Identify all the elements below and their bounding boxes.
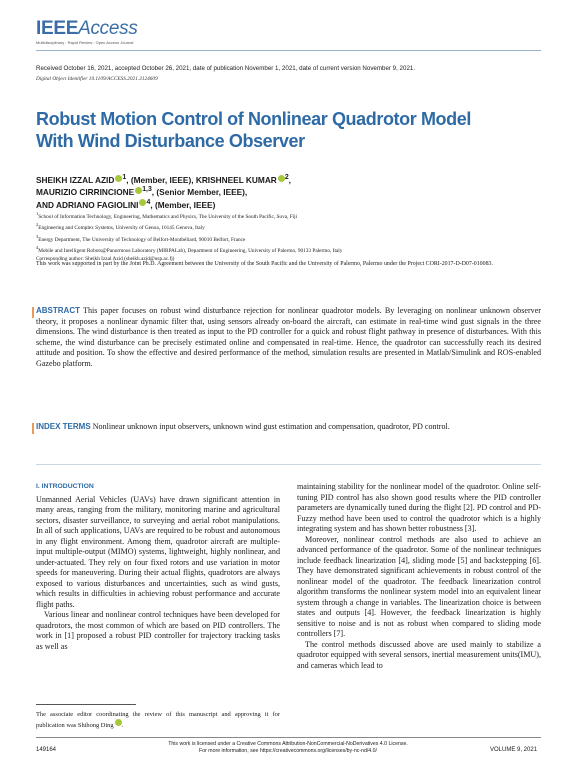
logo-ieee-text: IEEE — [36, 18, 79, 39]
author-membership: , (Member, IEEE) — [150, 199, 216, 210]
author-name: MAURIZIO CIRRINCIONE — [36, 187, 135, 198]
received-dates: Received October 16, 2021, accepted October 26, 2021, date of publication November 1, 2021, date of current version November 9, 2021. — [36, 65, 416, 72]
orcid-icon[interactable] — [115, 719, 122, 726]
author-membership: , (Senior Member, IEEE), — [151, 187, 248, 198]
footer-rule — [36, 737, 541, 738]
index-terms-text: Nonlinear unknown input observers, unknown wind gust estimation and compensation, quadrotor, PD control. — [92, 422, 450, 431]
paragraph: Unmanned Aerial Vehicles (UAVs) have drawn significant attention in many areas, ranging from the military, monitoring marine and agricultural sectors, disaster surveillance, to surveying and aerial robot manipulations. In all of such applications, UAVs are required to be robust and autonomous in any flight environment. Among them, quadrotor aircraft are multiple-input multiple-output (MIMO) systems, lightweight, highly nonlinear, and under-actuated. They rely on four fixed rotors and use variation in motor speeds for maneuvering. During their actual flights, quadrotors are always exposed to various disturbances and uncertainties, such as wind gusts, which results in difficulties in achieving robust performance and accurate flight paths. — [36, 494, 280, 609]
author-name: AND ADRIANO FAGIOLINI — [36, 199, 139, 210]
volume-label: VOLUME 9, 2021 — [490, 747, 538, 753]
header-rule — [36, 50, 541, 51]
ieee-access-logo — [36, 18, 138, 40]
footnote-text: The associate editor coordinating the review of this manuscript and approving it for publication was Shihong Ding — [36, 711, 280, 730]
abstract-marker — [32, 307, 36, 318]
journal-tagline: Multidisciplinary : Rapid Review : Open Access Journal — [36, 40, 134, 45]
author-separator: , — [288, 174, 291, 185]
affiliation-item: $^4$Mobile and Intelligent Robots@Panormous Laboratory (MIRPALab), Department of Engineering, University of Palermo, 90133 Palermo, Italy — [36, 245, 343, 254]
license-line[interactable]: This work is licensed under a Creative Commons Attribution-NonCommercial-NoDerivatives 4.0 License. — [168, 741, 408, 747]
paragraph: The control methods discussed above are used mainly to stabilize a quadrotor equipped with several sensors, inertial measurement units(IMU), and cameras which lead to — [297, 639, 541, 670]
index-terms — [36, 422, 541, 433]
paragraph: Moreover, nonlinear control methods are also used to achieve an advanced performance of the quadrotor. Some of the nonlinear techniques include feedback linearization [4], sliding mode [5] and backstepping [6]. They have demonstrated significant achievements in robust control of the nonlinear model of the quadrotor. The feedback linearization control algorithm transforms the nonlinear system model into an equivalent linear system through a change in variables. The linearization choice is between states and outputs [4]. However, the feedback linearization is highly sensitive to noise and is not as robust when compared to sliding mode controllers [7]. — [297, 534, 541, 638]
footnote-rule — [36, 704, 136, 705]
paragraph: maintaining stability for the nonlinear model of the quadrotor. Online self-tuning PID control has also shown good results where the PID controller parameters are dynamically tuned during the flight [2]. PD control and PD-Fuzzy method have been used to control the quadrotor which is a highly integrating system and has shown better robustness [3]. — [297, 482, 541, 533]
affiliation-item: $^3$Energy Department, The University of Technology of Belfort-Montbéliard, 90010 Belfort, France — [36, 233, 246, 243]
abstract-label: ABSTRACT — [36, 306, 80, 315]
logo-access-text: Access — [78, 18, 138, 39]
author-sup: 2 — [284, 174, 289, 181]
author-sup: 1 — [122, 174, 127, 181]
funding-note: This work was supported in part by the Joint Ph.D. Agreement between the University of the South Pacific and the University of Palermo, Palermo under the Project CORI-2017-D-D07-010083. — [36, 261, 493, 267]
abstract — [36, 306, 541, 370]
author-list — [36, 173, 536, 210]
license-notice — [100, 741, 476, 755]
section-heading: I. INTRODUCTION — [36, 483, 94, 490]
section-rule — [36, 464, 541, 465]
index-terms-label: INDEX TERMS — [36, 422, 91, 431]
orcid-icon[interactable] — [278, 175, 285, 182]
author-name: , (Member, IEEE), KRISHNEEL KUMAR — [126, 174, 277, 185]
right-column — [297, 482, 541, 671]
page-number: 149164 — [36, 747, 57, 753]
author-sup: 1,3 — [142, 186, 152, 194]
paper-title: Robust Motion Control of Nonlinear Quadrotor Model With Wind Disturbance Observer — [36, 109, 471, 151]
index-terms-marker — [32, 423, 36, 434]
affiliations — [36, 210, 546, 264]
author-name: SHEIKH IZZAL AZID — [36, 174, 115, 185]
affiliation-item: $^2$Engineering and Complex Systems, University of Genoa, 16145 Genova, Italy — [36, 222, 205, 232]
affiliation-item: $^1$School of Information Technology, Engineering, Mathematics and Physics, The University of the South Pacific, Suva, Fiji — [36, 211, 298, 220]
author-sup: 4 — [146, 198, 151, 206]
abstract-text: This paper focuses on robust wind disturbance rejection for nonlinear quadrotor models. By leveraging on nonlinear unknown observer theory, it proposes a nonlinear dynamic filter that, using sensors already on-board the aircraft, can estimate in real-time wind gust signals in the three dimensions. The wind disturbance is then treated as input to the PD controller for a quick and robust flight pathway in presence of disturbances. With this scheme, the wind disturbance can be precisely estimated online and compensated in real-time. Hence, the quadrotor can successfully reach its desired attitude and position. To show the effective and desired performance of the method, simulation results are presented in Matlab/Simulink and ROS-enabled Gazebo platform. — [36, 306, 541, 368]
left-column — [36, 482, 280, 652]
editor-footnote: The associate editor coordinating the review of this manuscript and approving it for publication was Shihong Ding . — [36, 711, 280, 730]
corresponding-author: Corresponding author: Sheikh Izzal Azid (sheikh.azid@usp.ac.fj) — [36, 256, 175, 263]
doi: Digital Object Identifier 10.1109/ACCESS.2021.3124609 — [36, 76, 158, 82]
license-link[interactable]: For more information, see https://creativecommons.org/licenses/by-nc-nd/4.0/ — [199, 748, 377, 754]
paragraph: Various linear and nonlinear control techniques have been developed for quadrotors, the most common of which are based on PID controllers. The work in [1] proposed a robust PID controller for trajectory tracking tasks as well as — [36, 610, 280, 651]
